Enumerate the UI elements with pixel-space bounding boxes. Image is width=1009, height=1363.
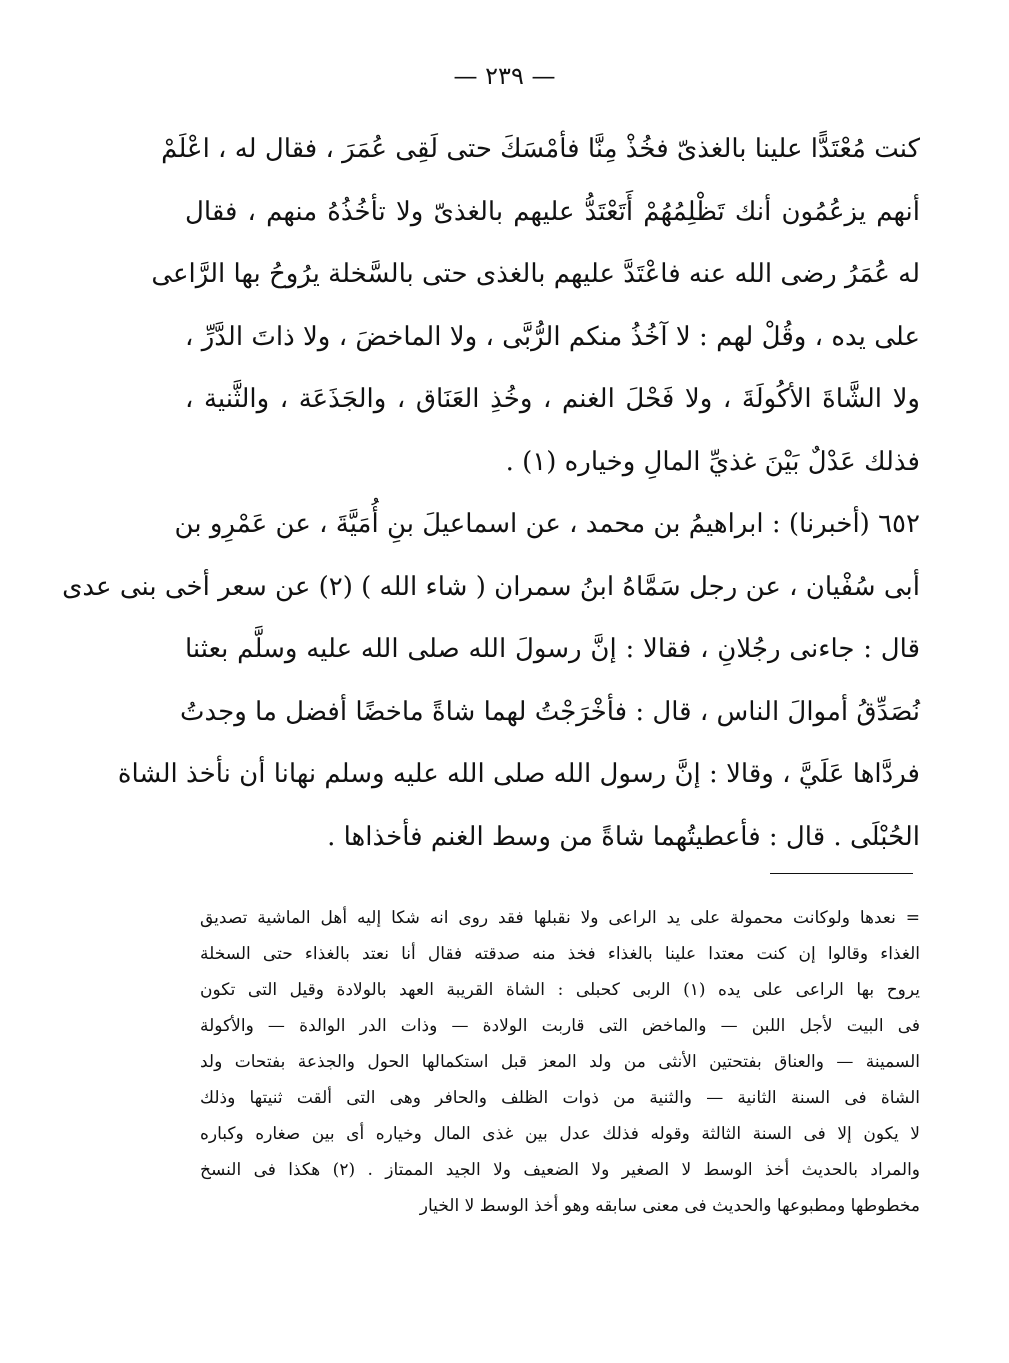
hadith-line: نُصَدِّقُ أموالَ الناس ، قال : فأخْرَجْتُ لهما شاةً ماخضًا أفضل ما وجدتُ [180, 696, 920, 727]
footnote-line: مخطوطها ومطبوعها والحديث فى معنى سابقه وهو أخذ الوسط لا الخيار [419, 1196, 920, 1216]
hadith-line: قال : جاءنى رجُلانِ ، فقالا : إنَّ رسولَ الله صلى الله عليه وسلَّم بعثنا [185, 634, 920, 664]
footnote-line: الشاة فى السنة الثانية — والثنية من ذوات الظلف والحافر وهى التى ألقت ثنيتها وذلك [200, 1088, 920, 1108]
main-text [62, 118, 920, 868]
footnote-divider [770, 873, 913, 874]
footnotes [200, 900, 920, 1224]
hadith-line: أبى سُفْيان ، عن رجل سَمَّاهُ ابنُ سمران ( شاء الله ) (٢) عن سعر أخى بنى عدى [62, 571, 920, 602]
hadith-line: ٦٥٢ (أخبرنا) : ابراهيمُ بن محمد ، عن اسماعيلَ بنِ أُمَيَّةَ ، عن عَمْرِو بن [174, 509, 920, 539]
main-text-line: أنهم يزعُمُون أنك تَظْلِمُهُمْ أَتَعْتَدُّ عليهم بالغذىّ ولا تأخُذُهُ منهم ، فقال [185, 196, 920, 227]
footnote-line: يروح بها الراعى على يده (١) الربى كحبلى : الشاة القريبة العهد بالولادة وقيل التى تكون [200, 980, 920, 1000]
main-text-line: ولا الشَّاةَ الأكُولَةَ ، ولا فَحْلَ الغنم ، وخُذِ العَنَاق ، والجَذَعَة ، والثَّنية ، [185, 384, 920, 414]
footnote-line: السمينة — والعناق بفتحتين الأنثى من ولد المعز قبل استكمالها الحول والجذعة بفتحات ولد [200, 1052, 920, 1072]
footnote-line: = نعدها ولوكانت محمولة على يد الراعى ولا نقبلها فقد روى انه شكا إليه أهل الماشية تصديق [200, 908, 920, 928]
footnote-line: الغذاء وقالوا إن كنت معتدا علينا بالغذاء فخذ منه صدقته فقال أنا نعتد بالغذاء حتى السخلة [200, 944, 920, 964]
footnote-line: والمراد بالحديث أخذ الوسط لا الصغير ولا الضعيف ولا الجيد الممتاز . (٢) هكذا فى النسخ [200, 1160, 920, 1180]
main-text-line: على يده ، وقُلْ لهم : لا آخُذُ منكم الرُّبَّى ، ولا الماخضَ ، ولا ذاتَ الدَّرِّ ، [185, 321, 920, 352]
page-number: — ٢٣٩ — [453, 62, 556, 90]
footnote-line: فى البيت لأجل اللبن — والماخض التى قاربت الولادة — وذات الدر الوالدة — والأكولة [200, 1016, 920, 1036]
hadith-line: الحُبْلَى . قال : فأعطيتُهما شاةً من وسط الغنم فأخذاها . [327, 821, 920, 852]
hadith-line: فردَّاها عَلَيَّ ، وقالا : إنَّ رسول الله صلى الله عليه وسلم نهانا أن نأخذ الشاة [117, 759, 920, 789]
footnote-line: لا يكون إلا فى السنة الثالثة وقوله فذلك عدل بين غذى المال وخياره أى بين صغاره وكباره [200, 1124, 920, 1144]
main-text-line: فذلك عَدْلٌ بَيْنَ غذيِّ المالِ وخياره (١) . [505, 446, 920, 477]
main-text-line: كنت مُعْتَدًّا علينا بالغذىّ فخُذْ مِنَّا فأمْسَكَ حتى لَقِى عُمَرَ ، فقال له ، اعْلَمْ [161, 134, 920, 164]
main-text-line: له عُمَرُ رضى الله عنه فاعْتَدَّ عليهم بالغذى حتى بالسَّخلة يرُوحُ بها الرَّاعى [151, 259, 920, 289]
